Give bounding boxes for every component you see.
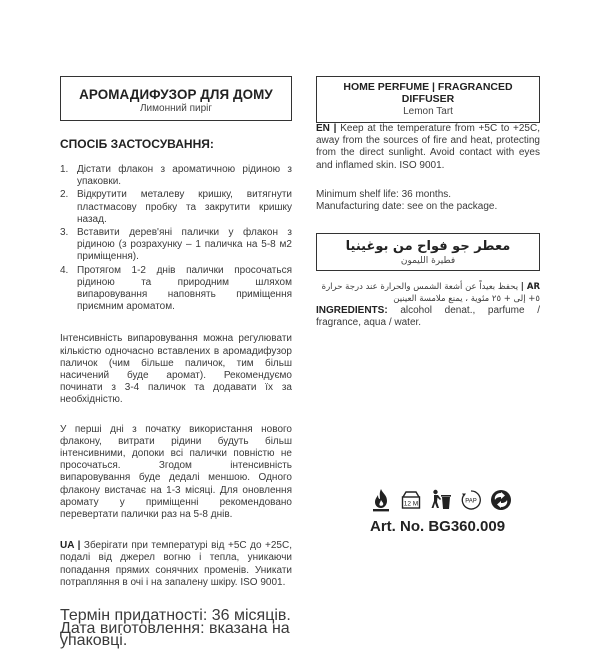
en-title-box — [316, 76, 540, 123]
ukrainian-column — [60, 76, 292, 647]
pao-12m-icon — [400, 489, 422, 511]
en-manufacture-date: Manufacturing date: see on the package. — [316, 201, 498, 213]
ua-storage-text: Зберігати при температурі від +5С до +25С, подалі від джерел вогню і тепла, уникаючи попадання прямих сонячних променів. Уникати потрапляння в очі і на запалену шкіру. ISO 9001. — [60, 540, 292, 588]
english-arabic-column — [316, 76, 540, 330]
ar-product-title: معطر جو فواح من بوغينيا — [345, 239, 511, 255]
usage-steps — [60, 164, 292, 313]
en-label: EN | — [316, 123, 337, 134]
ar-title-box — [316, 233, 540, 271]
ua-manufacture-date: Дата виготовлення: вказана на упаковці. — [60, 619, 290, 649]
flammable-icon — [370, 488, 392, 512]
ua-label: UA | — [60, 540, 81, 552]
ua-shelf-life: Термін придатності: 36 місяців. — [60, 607, 291, 625]
en-product-title: HOME PERFUME | FRAGRANCED DIFFUSER — [343, 81, 513, 105]
ua-title-box — [60, 76, 292, 121]
first-days-paragraph: У перші дні з початку використання нового флакону, витрати рідини будуть більш інтенсивними, допоки всі палички повністю не просочаться. Згодом інтенсивність випаровування буде дедалі меншою. Одного флакону вистачає на 1-3 місяці. Для оновлення аромату у приміщенні рекомендовано перевертати палички раз на 5-8 днів. — [60, 423, 292, 521]
article-number: Art. No. BG360.009 — [370, 518, 506, 535]
en-storage-text: Keep at the temperature from +5C to +25C, away from the sources of fire and heat, protecting from the direct sunlight. Avoid contact with eyes and inflamed skin. ISO 9001. — [316, 123, 540, 171]
ingredients-text: alcohol denat., parfume / fragrance, aqua / water. — [316, 305, 540, 329]
en-storage-paragraph — [316, 123, 540, 172]
ua-dates — [60, 607, 292, 649]
ar-label: AR | — [520, 282, 540, 293]
usage-step: 3. Вставити дерев'яні палички у флакон з рідиною (з розрахунку – 1 паличка на 5-8 м2 приміщення). — [60, 227, 292, 263]
ua-storage-paragraph — [60, 540, 292, 589]
ua-product-title: АРОМАДИФУЗОР ДЛЯ ДОМУ — [79, 87, 273, 102]
ua-product-subtitle: Лимонний пиріг — [139, 103, 212, 114]
ar-storage-paragraph — [316, 281, 540, 305]
ar-product-subtitle: فطيرة الليمون — [400, 256, 456, 267]
en-shelf-life: Minimum shelf life: 36 months. — [316, 188, 452, 200]
green-dot-icon — [490, 489, 512, 511]
usage-step: 1. Дістати флакон з ароматичною рідиною з упаковки. — [60, 164, 292, 188]
ingredients-label: INGREDIENTS: — [316, 305, 388, 317]
pap-recycling-icon — [460, 489, 482, 511]
usage-heading: СПОСІБ ЗАСТОСУВАННЯ: — [60, 137, 214, 151]
en-product-subtitle: Lemon Tart — [403, 106, 453, 117]
svg-text:PAP: PAP — [465, 498, 477, 505]
usage-step: 4. Протягом 1-2 днів палички просочаться рідиною та природним шляхом випаровування наповнять приміщення приємним ароматом. — [60, 264, 292, 313]
symbol-icons — [370, 488, 512, 512]
tidyman-recycle-bin-icon — [430, 488, 452, 512]
usage-step: 2. Відкрутити металеву кришку, витягнути пластмасову пробку та закрутити кришку назад. — [60, 189, 292, 225]
ingredients-paragraph — [316, 305, 540, 329]
ar-storage-text: يحفظ بعيداً عن أشعة الشمس والحرارة عند درجة حرارة ٥+ إلى + ٢٥ مئوية ، يمنع ملامسة العينين — [321, 282, 540, 305]
svg-text:12 M: 12 M — [403, 500, 419, 508]
intensity-paragraph: Інтенсивність випаровування можна регулювати кількістю одночасно вставлених в аромадифузор паличок (чим більше паличок, тим більш насичений буде аромат). Рекомендуємо починати з 3-4 паличок та додавати їх за необхідністю. — [60, 333, 292, 406]
en-dates — [316, 189, 540, 213]
